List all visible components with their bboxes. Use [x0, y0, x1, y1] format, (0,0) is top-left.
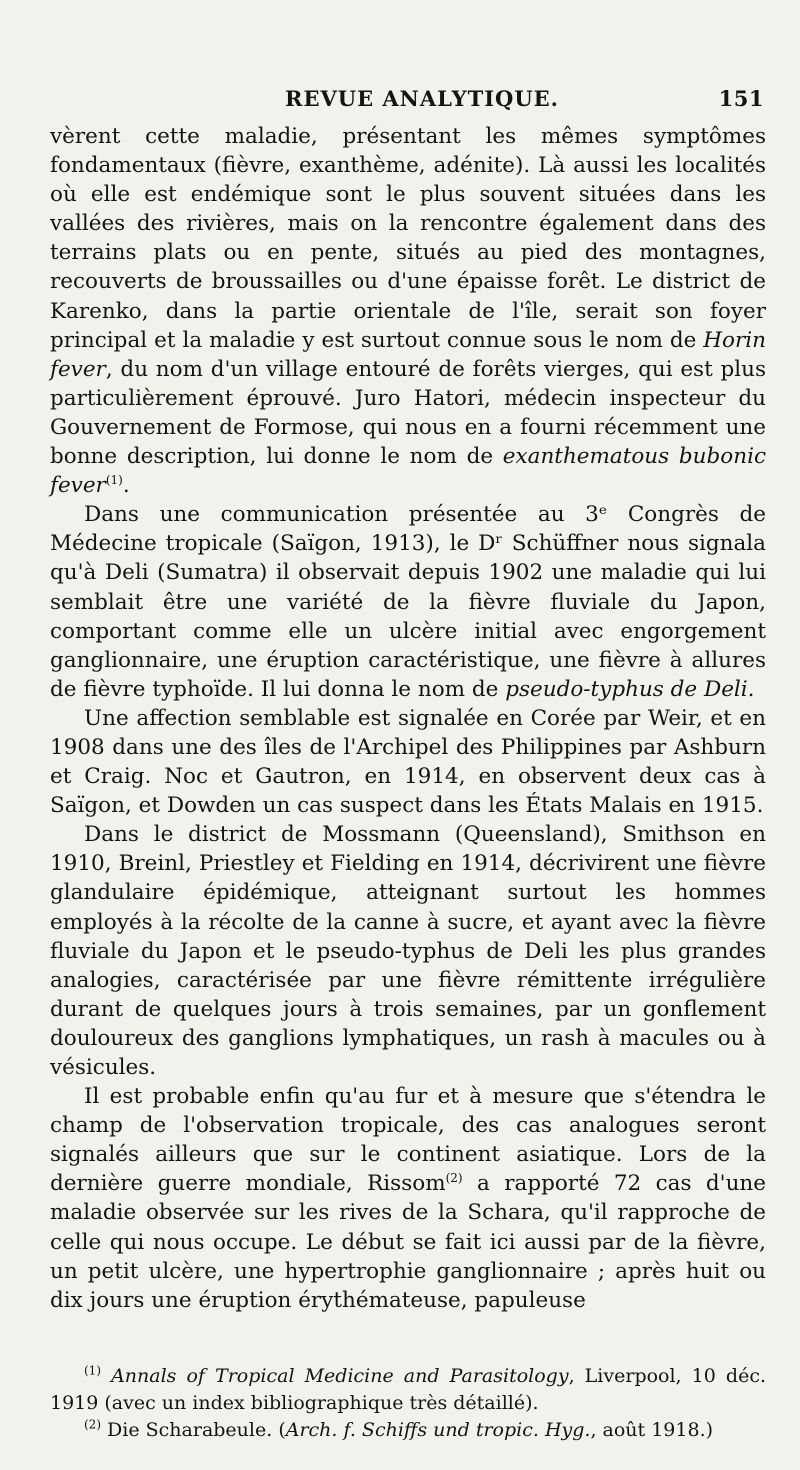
running-title: REVUE ANALYTIQUE.	[285, 86, 559, 111]
running-header	[50, 86, 766, 122]
paragraph-1-text-3: .	[122, 473, 130, 499]
page-number: 151	[718, 86, 764, 111]
term-exanthematous-bubonic-fever: exanthematous bubonic fever	[50, 444, 766, 499]
body-text	[50, 122, 766, 1315]
footnote-1-journal: Annals of Tropical Medicine and Parasitology	[111, 1364, 569, 1387]
paragraph-5	[50, 1082, 766, 1315]
paragraph-4-text: Dans le district de Mossmann (Queensland), Smithson en 1910, Breinl, Priestley et Fielding en 1914, décrivirent une fièvre glandulaire épidémique, atteignant surtout les hommes employés à la récolte de la canne à sucre, et ayant avec la fièvre fluviale du Japon et le pseudo-typhus de Deli les plus grandes analogies, caractérisée par une fièvre rémittente irrégulière durant de quelques jours à trois semaines, par un gonflement douloureux des ganglions lymphatiques, un rash à macules ou à vésicules.	[50, 822, 766, 1080]
footnote-2-journal: Arch. f. Schiffs und tropic. Hyg.	[285, 1418, 591, 1441]
paragraph-2-text: Dans une communication présentée au 3ᵉ Congrès de Médecine tropicale (Saïgon, 1913), le Dʳ Schüffner nous signala qu'à Deli (Sumatra) il observait depuis 1902 une maladie qui lui semblait être une variété de la fièvre fluviale du Japon, comportant comme elle un ulcère initial avec engorgement ganglionnaire, une éruption caractéristique, une fièvre à allures de fièvre typhoïde. Il lui donna le nom de	[50, 502, 766, 702]
term-horin-fever: Horin fever	[50, 327, 766, 382]
paragraph-1-text: vèrent cette maladie, présentant les mêmes symptômes fondamentaux (fièvre, exanthème, adénite). Là aussi les localités où elle est endémique sont le plus souvent situées dans les vallées des rivières, mais on la rencontre également dans des terrains plats ou en pente, situés au pied des montagnes, recouverts de broussailles ou d'une épaisse forêt. Le district de Karenko, dans la partie orientale de l'île, serait son foyer principal et la maladie y est surtout connue sous le nom de	[50, 124, 766, 353]
term-pseudo-typhus: pseudo-typhus de Deli.	[505, 676, 755, 702]
footnote-1-text: , Liverpool, 10 déc. 1919 (avec un index bibliographique très détaillé).	[50, 1364, 767, 1414]
footnote-ref-1: (1)	[105, 472, 123, 487]
footnote-2	[50, 1417, 766, 1444]
footnote-1	[50, 1363, 766, 1417]
footnote-2-text-before: Die Scharabeule. (	[107, 1418, 286, 1441]
paragraph-5-text-2: a rapporté 72 cas d'une maladie observée sur les rives de la Schara, qu'il rapproche de celle qui nous occupe. Le début se fait ici aussi par de la fièvre, un petit ulcère, une hypertrophie ganglionnaire ; après huit ou dix jours une éruption érythémateuse, papuleuse	[50, 1171, 767, 1313]
footnotes	[50, 1363, 766, 1444]
footnote-marker-1: (1)	[84, 1363, 101, 1378]
paragraph-5-text: Il est probable enfin qu'au fur et à mesure que s'étendra le champ de l'observation tropicale, des cas analogues seront signalés ailleurs que sur le continent asiatique. Lors de la dernière guerre mondiale, Rissom	[50, 1084, 766, 1197]
paragraph-1-text-2: , du nom d'un village entouré de forêts vierges, qui est plus particulièrement éprouvé. Juro Hatori, médecin inspecteur du Gouvernement de Formose, qui nous en a fourni récemment une bonne description, lui donne le nom de	[50, 356, 766, 470]
footnote-marker-2: (2)	[84, 1417, 101, 1432]
footnote-ref-2: (2)	[445, 1171, 463, 1186]
paragraph-1	[50, 122, 766, 500]
paragraph-4	[50, 820, 766, 1082]
paragraph-3	[50, 704, 766, 820]
paragraph-3-text: Une affection semblable est signalée en Corée par Weir, et en 1908 dans une des îles de l'Archipel des Philippines par Ashburn et Craig. Noc et Gautron, en 1914, en observent deux cas à Saïgon, et Dowden un cas suspect dans les États Malais en 1915.	[50, 705, 766, 819]
footnote-2-text: , août 1918.)	[590, 1418, 714, 1441]
paragraph-2	[50, 500, 766, 704]
document-page	[50, 86, 766, 1444]
